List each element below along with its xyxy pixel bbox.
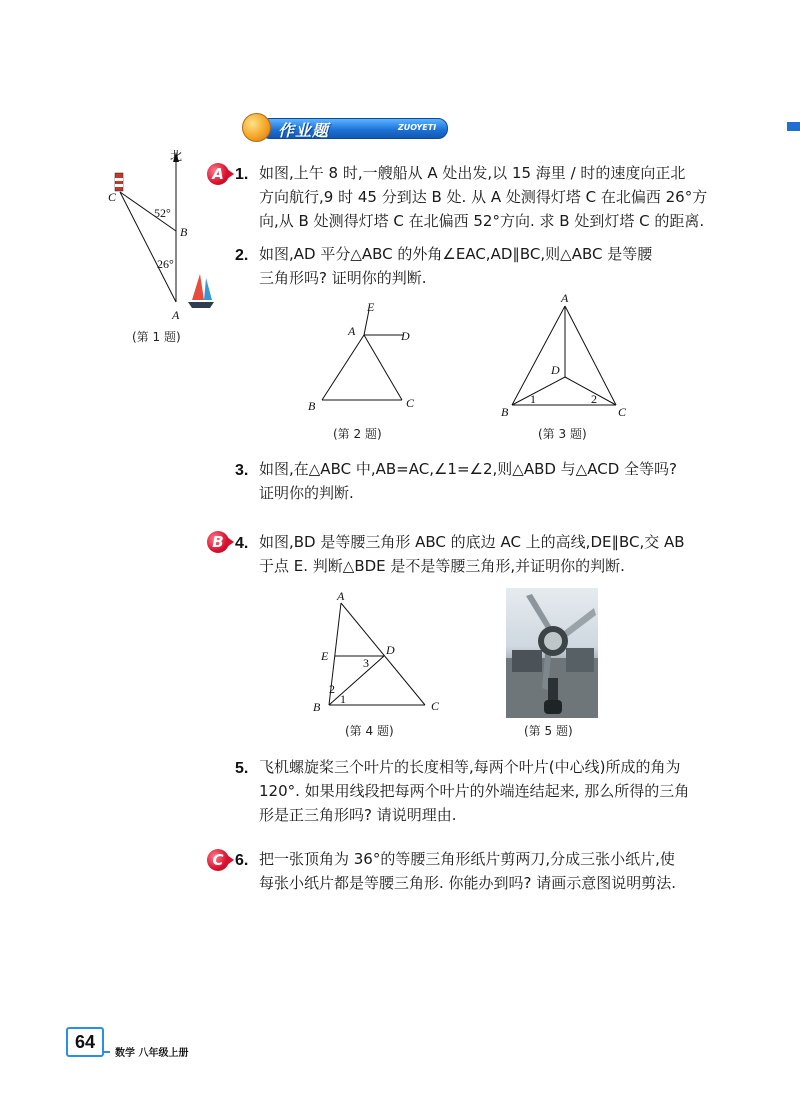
- angle-26-label: 26°: [157, 257, 174, 271]
- lighthouse-stripe: [115, 184, 123, 187]
- problem-6-line2: 每张小纸片都是等腰三角形. 你能办到吗? 请画示意图说明剪法.: [259, 874, 677, 892]
- angle-1-label: 1: [530, 392, 536, 406]
- sailboat-icon: [192, 274, 204, 300]
- problem-6-number: 6.: [235, 852, 249, 869]
- problem-5-line2: 120°. 如果用线段把每两个叶片的外端连结起来, 那么所得的三角: [259, 782, 690, 800]
- point-e-label: E: [367, 300, 375, 314]
- problem-1-line3: 向,从 B 处测得灯塔 C 在北偏西 52°方向. 求 B 处到灯塔 C 的距离.: [259, 212, 705, 230]
- section-subtitle: ZUOYETI: [398, 123, 437, 132]
- section-title: 作业题: [278, 121, 330, 140]
- point-a-label: A: [348, 324, 356, 338]
- point-d-label: D: [551, 363, 560, 377]
- angle-2-label: 2: [591, 392, 597, 406]
- figure-4-caption: (第 4 题): [345, 724, 394, 738]
- point-d-label: D: [386, 643, 395, 657]
- problem-1-number: 1.: [235, 166, 249, 183]
- sailboat-sail-icon: [204, 278, 212, 300]
- angle-2-label: 2: [329, 682, 335, 696]
- problem-5-line1: 飞机螺旋桨三个叶片的长度相等,每两个叶片(中心线)所成的角为: [259, 758, 681, 776]
- propeller-photo: [506, 588, 598, 718]
- point-b-label: B: [308, 399, 316, 413]
- edge-tab: [787, 122, 800, 131]
- problem-2-line2: 三角形吗? 证明你的判断.: [259, 269, 427, 287]
- point-c-label: C: [406, 396, 415, 410]
- figure-5-caption: (第 5 题): [524, 724, 573, 738]
- page-number: 64: [66, 1027, 104, 1057]
- figure-3: [497, 290, 637, 425]
- figure-4: [308, 588, 448, 718]
- problem-2-line1: 如图,AD 平分△ABC 的外角∠EAC,AD∥BC,则△ABC 是等腰: [259, 245, 653, 263]
- figure-2-caption: (第 2 题): [333, 427, 382, 441]
- problem-5-line3: 形是正三角形吗? 请说明理由.: [259, 806, 457, 824]
- problem-1-line2: 方向航行,9 时 45 分到达 B 处. 从 A 处测得灯塔 C 在北偏西 26°方: [259, 188, 708, 206]
- problem-4-number: 4.: [235, 535, 249, 552]
- level-b-badge: B: [207, 531, 229, 553]
- point-e-label: E: [321, 649, 329, 663]
- level-a-badge: A: [207, 163, 229, 185]
- figure-1-caption: (第 1 题): [132, 330, 181, 344]
- point-b-label: B: [501, 405, 509, 419]
- figure-2: [305, 295, 430, 420]
- problem-3-line1: 如图,在△ABC 中,AB=AC,∠1=∠2,则△ABD 与△ACD 全等吗?: [259, 460, 677, 478]
- north-label: 北: [170, 149, 183, 163]
- boat-hull: [188, 302, 214, 308]
- lighthouse-stripe: [115, 178, 123, 181]
- problem-6-line1: 把一张顶角为 36°的等腰三角形纸片剪两刀,分成三张小纸片,使: [259, 850, 675, 868]
- figure-3-caption: (第 3 题): [538, 427, 587, 441]
- level-c-badge: C: [207, 849, 229, 871]
- lighthouse-icon: [115, 173, 123, 191]
- angle-52-label: 52°: [154, 206, 171, 220]
- point-c-label: C: [108, 190, 117, 204]
- point-d-label: D: [401, 329, 410, 343]
- figure-1: [100, 140, 220, 325]
- problem-4-line1: 如图,BD 是等腰三角形 ABC 的底边 AC 上的高线,DE∥BC,交 AB: [259, 533, 685, 551]
- point-c-label: C: [618, 405, 627, 419]
- point-a-label: A: [337, 589, 345, 603]
- point-b-label: B: [180, 225, 188, 239]
- line-ac: [341, 603, 425, 705]
- orange-ball-icon: [242, 113, 271, 142]
- point-c-label: C: [431, 699, 440, 713]
- problem-5-number: 5.: [235, 760, 249, 777]
- footer-connector: [102, 1051, 110, 1053]
- line-ab: [512, 306, 565, 405]
- propeller-illustration: [506, 588, 598, 718]
- angle-3-label: 3: [363, 656, 369, 670]
- point-a-label: A: [561, 291, 569, 305]
- line-ac: [364, 335, 402, 400]
- point-a-label: A: [172, 308, 180, 322]
- problem-4-line2: 于点 E. 判断△BDE 是不是等腰三角形,并证明你的判断.: [259, 557, 625, 575]
- line-ac: [565, 306, 616, 405]
- problem-3-line2: 证明你的判断.: [259, 484, 354, 502]
- point-b-label: B: [313, 700, 321, 714]
- angle-1-label: 1: [340, 692, 346, 706]
- book-title: 数学 八年级上册: [115, 1048, 189, 1059]
- problem-1-line1: 如图,上午 8 时,一艘船从 A 处出发,以 15 海里 / 时的速度向正北: [259, 164, 686, 182]
- problem-3-number: 3.: [235, 462, 249, 479]
- line-bd: [329, 656, 384, 705]
- line-ba: [322, 335, 364, 400]
- section-banner: [238, 112, 450, 142]
- problem-2-number: 2.: [235, 247, 249, 264]
